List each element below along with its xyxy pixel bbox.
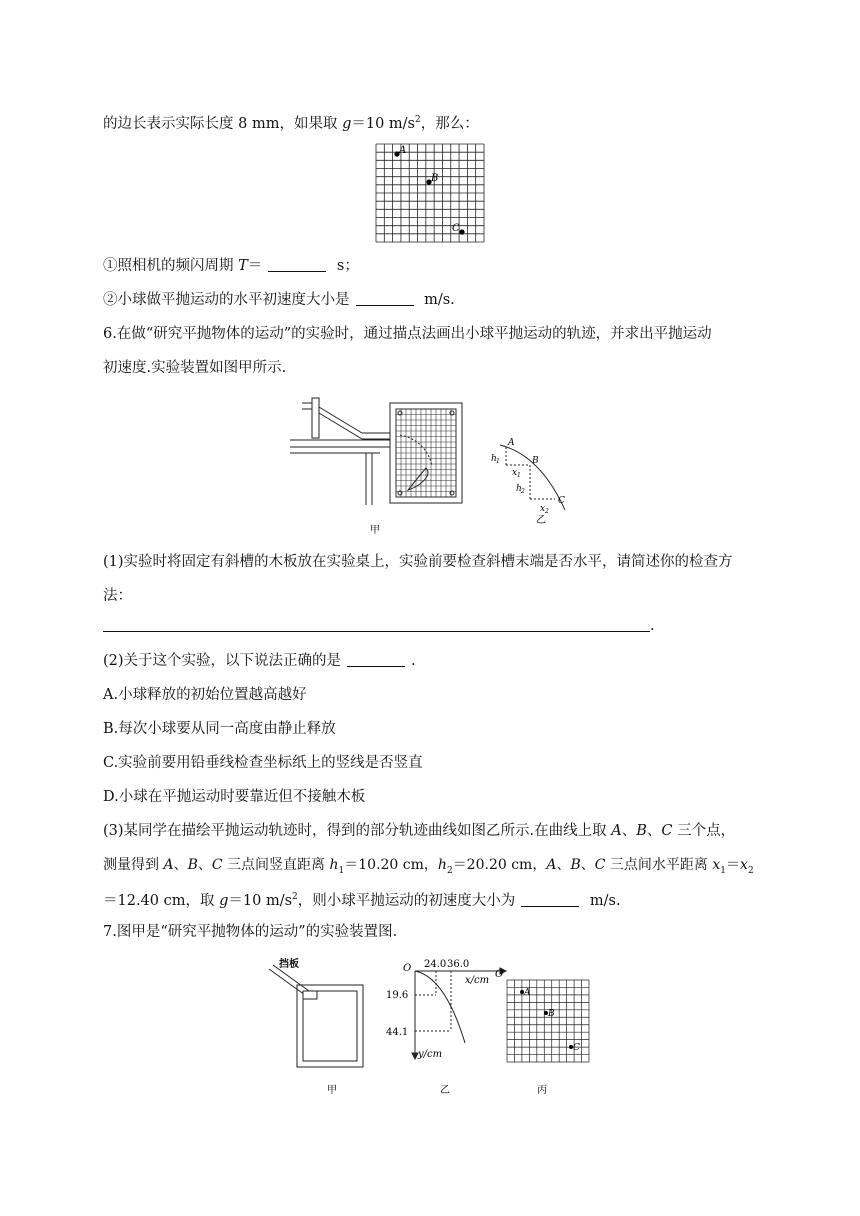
question-2	[103, 290, 455, 310]
label-x2-sub: 2	[545, 508, 549, 515]
caption-yi: 乙	[536, 515, 546, 526]
label-h2: h	[516, 484, 522, 494]
problem-7: 7.图甲是“研究平抛物体的运动”的实验装置图.	[103, 924, 398, 940]
text: ＝	[247, 258, 263, 274]
text: 三点间竖直距离	[222, 857, 330, 873]
problem-6-line-2: 初速度.实验装置如图甲所示.	[103, 360, 287, 376]
superscript: 2	[415, 115, 421, 125]
label-h1-sub: 1	[496, 458, 500, 465]
axis-x-label: x/cm	[465, 975, 490, 986]
label-x2: x	[540, 504, 546, 514]
text: ＝20.20 cm，	[452, 857, 547, 873]
label-b: B	[532, 456, 539, 466]
label-h1: h	[491, 454, 497, 464]
sub-question-1-line-1: (1)实验时将固定有斜槽的木板放在实验桌上，实验前要检查斜槽末端是否水平，请简述你的检查方	[103, 554, 733, 570]
label-origin: O	[403, 963, 412, 974]
answer-blank[interactable]	[356, 291, 414, 306]
text: ②小球做平抛运动的水平初速度大小是	[103, 292, 350, 308]
figure-7	[265, 955, 605, 1100]
label-x1-sub: 1	[517, 472, 521, 479]
period: .	[650, 618, 655, 634]
var-a: A	[546, 857, 557, 873]
text: ＝10.20 cm，	[344, 857, 438, 873]
sub-question-2	[103, 651, 416, 671]
var-b: B	[636, 823, 647, 839]
label-c: C	[452, 223, 460, 234]
subscript: 1	[720, 865, 727, 876]
var-g: g	[219, 892, 229, 909]
point-c	[459, 229, 464, 234]
text: 、	[646, 823, 662, 839]
sub-question-3-line-2	[103, 855, 754, 881]
var-a: A	[611, 823, 622, 839]
var-h1: h	[329, 857, 339, 873]
tick-24: 24.0	[424, 959, 447, 970]
sub-question-1-line-2: 法：	[103, 588, 132, 604]
label-x1: x	[512, 468, 518, 478]
text: 、	[556, 857, 571, 873]
answer-line[interactable]	[103, 631, 650, 632]
label-origin-2: O	[495, 969, 504, 980]
subscript: 2	[747, 865, 754, 876]
label-baffle: 挡板	[279, 959, 299, 970]
superscript: 2	[292, 892, 298, 902]
axis-y-label: y/cm	[418, 1049, 443, 1060]
text-line-1	[103, 110, 479, 134]
text: s；	[332, 258, 359, 274]
var-h2: h	[437, 857, 447, 873]
sub-question-3-line-3	[103, 887, 621, 911]
text: ，那么：	[420, 115, 479, 132]
label-a: A	[399, 145, 407, 156]
label-b: B	[431, 173, 439, 184]
answer-blank[interactable]	[268, 257, 326, 272]
option-d: D.小球在平抛运动时要靠近但不接触木板	[103, 789, 366, 805]
subscript: 2	[446, 865, 453, 876]
text: ，则小球平抛运动的初速度大小为	[297, 892, 516, 909]
option-b: B.每次小球要从同一高度由静止释放	[103, 721, 336, 737]
text: 、	[197, 857, 212, 873]
var-c: C	[211, 857, 223, 873]
text: m/s.	[585, 892, 621, 909]
subscript: 1	[338, 865, 345, 876]
var-x2: x	[740, 857, 748, 873]
text: 、	[621, 823, 637, 839]
text: m/s.	[419, 292, 455, 308]
var-a: A	[163, 857, 174, 873]
text: (2)关于这个实验，以下说法正确的是	[103, 653, 342, 669]
grid-figure-1	[372, 141, 488, 245]
caption-jia: 甲	[370, 525, 380, 535]
caption-yi: 乙	[440, 1085, 450, 1096]
apparatus-figure-6	[290, 395, 590, 535]
option-c: C.实验前要用铅垂线检查坐标纸上的竖线是否竖直	[103, 755, 423, 771]
sub-question-3-line-1	[103, 821, 735, 841]
option-a: A.小球释放的初始位置越高越好	[103, 687, 307, 703]
text: ＝12.40 cm，取	[103, 892, 220, 909]
text: 的边长表示实际长度 8 mm，如果取	[103, 115, 343, 132]
var-c: C	[661, 823, 673, 839]
label-b: B	[548, 1009, 555, 1019]
tick-36: 36.0	[447, 959, 470, 970]
text: 测量得到	[103, 857, 164, 873]
var-b: B	[187, 857, 198, 873]
text: 、	[173, 857, 188, 873]
text: .	[411, 653, 416, 669]
text: ＝10 m/s	[228, 892, 293, 909]
caption-bing: 丙	[537, 1085, 547, 1096]
label-a: A	[508, 438, 515, 448]
text: ＝	[726, 857, 741, 873]
label-a: A	[524, 988, 531, 998]
text: 、	[580, 857, 595, 873]
label-c: C	[573, 1043, 580, 1053]
answer-blank[interactable]	[521, 892, 579, 907]
tick-19-6: 19.6	[386, 990, 409, 1001]
tick-44-1: 44.1	[386, 1027, 409, 1038]
var-c: C	[594, 857, 606, 873]
problem-6-line-1: 6.在做“研究平抛物体的运动”的实验时，通过描点法画出小球平抛运动的轨迹，并求出平抛运动	[103, 326, 712, 342]
text: ①照相机的频闪周期	[103, 258, 239, 274]
label-c: C	[558, 496, 565, 506]
var-g: g	[342, 115, 352, 132]
caption-jia: 甲	[327, 1085, 337, 1096]
var-x1: x	[712, 857, 721, 873]
text: 三个点，	[672, 823, 736, 839]
text: ＝10 m/s	[351, 115, 415, 132]
var-t: T	[238, 258, 248, 274]
question-1	[103, 256, 359, 276]
text: (3)某同学在描绘平抛运动轨迹时，得到的部分轨迹曲线如图乙所示.在曲线上取	[103, 823, 612, 839]
text: 三点间水平距离	[605, 857, 713, 873]
var-b: B	[570, 857, 581, 873]
answer-blank[interactable]	[347, 652, 405, 667]
label-h2-sub: 2	[521, 488, 525, 495]
